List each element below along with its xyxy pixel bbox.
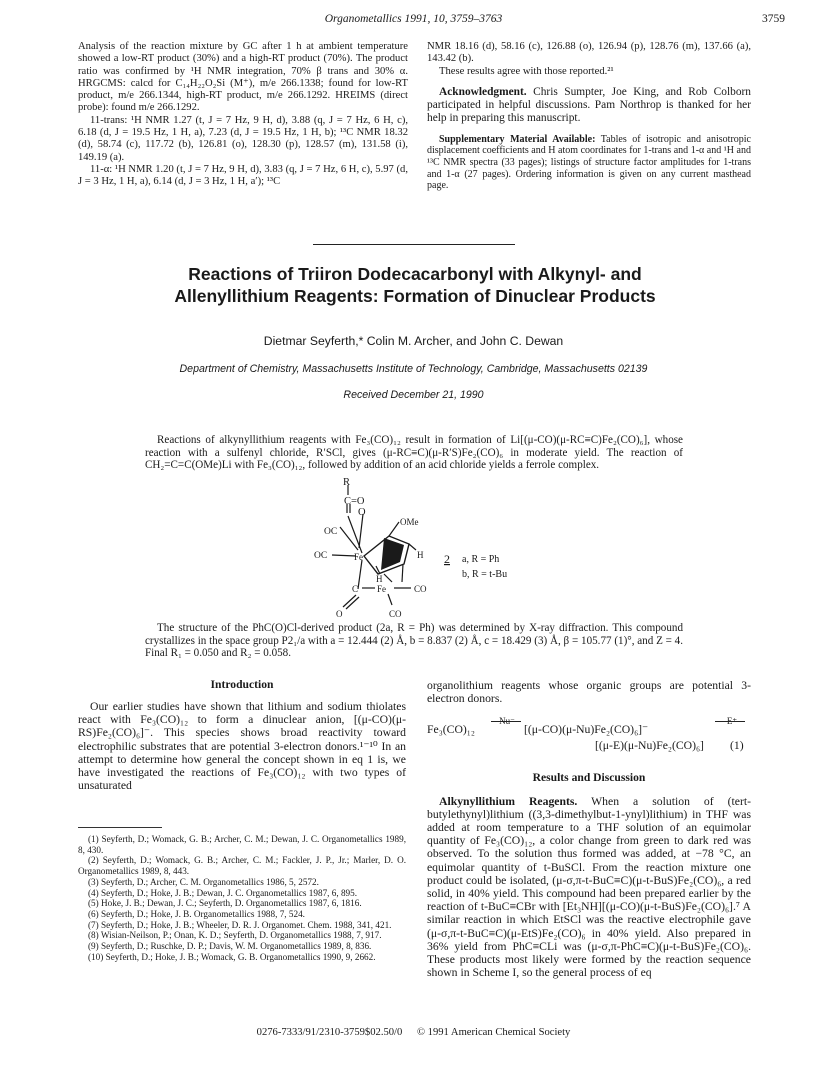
footer-copyright: © 1991 American Chemical Society: [416, 1027, 571, 1038]
bond-line: [384, 574, 392, 582]
alpha-nmr-paragraph: 11-α: ¹H NMR 1.20 (t, J = 7 Hz, 9 H, d), 3.83 (q, J = 7 Hz, 6 H, c), 5.97 (d, J = 3 Hz, 1 H, a), 6.14 (d, J = 3 Hz, 1 H, a′); ¹³C: [78, 163, 408, 188]
supplementary-text: Tables of isotropic and anisotropic displacement coefficients and H atom coordinates for 1-trans and 1-α and ¹H and ¹³C NMR spectra (33 pages); listings of structure factor amplitudes for 1-trans and 1-α (27 pages). Ordering information is given on any current masthead page.: [427, 133, 751, 192]
analysis-paragraph: Analysis of the reaction mixture by GC after 1 h at ambient temperature showed a low-RT product (30%) and a high-RT product (70%). The product ratio was confirmed by ¹H NMR integration, 70% β trans and 30% α. HRGCMS: calcd for C₁₄H₂₂O₂Si (M⁺), m/e 266.1338; found for low-RT product, m/e 266.1344, high-RT product, m/e 266.1292. HREIMS (direct probe): found m/e 266.1292.: [78, 41, 408, 114]
structure-label: OMe: [400, 517, 419, 527]
compound-variant-a: a, R = Ph: [462, 554, 500, 565]
eq-number: (1): [730, 739, 744, 753]
acknowledgment-heading: Acknowledgment.: [439, 85, 527, 98]
results-paragraph: [427, 795, 751, 980]
reference-item: (3) Seyferth, D.; Archer, C. M. Organometallics 1986, 5, 2572.: [88, 876, 319, 887]
bond-line: [332, 555, 356, 556]
eq-arrow2: [715, 721, 745, 722]
structure-label: Fe: [354, 552, 363, 562]
footnote-rule: [78, 827, 162, 828]
introduction-continuation: organolithium reagents whose organic groups are potential 3-electron donors.: [427, 679, 751, 706]
top-right-column: [427, 41, 751, 192]
reference-item: (4) Seyferth, D.; Hoke, J. B.; Dewan, J. C. Organometallics 1987, 6, 895.: [88, 887, 358, 898]
results-heading: Results and Discussion: [532, 771, 646, 785]
ferrole-structure-diagram: [296, 478, 616, 618]
results-text: When a solution of (tert-butylethynyl)lithium ((3,3-dimethylbut-1-ynyl)lithium) in THF was added at room temperature to a THF solution of an equimolar quantity of Fe₃(CO)₁₂, a color change from green to dark red was observed. To the solution thus formed was added, at −78 °C, an equimolar quantity of t-BuSCl. From the reaction mixture one product could be isolated, (μ-σ,π-t-BuC≡C)(μ-t-BuS)Fe₂(CO)₆, a red solid, in 40% yield. This compound had been prepared earlier by the reaction of t-BuC≡CBr with [Et₃NH][(μ-CO)(μ-t-BuS)Fe₂(CO)₆].⁷ A similar reaction in which EtSCl was the reactive electrophile gave (μ-σ,π-t-BuC≡C)(μ-EtS)Fe₂(CO)₆ in 40% yield. Also prepared in 36% yield from PhC≡CLi was (μ-σ,π-PhC≡C)(μ-t-BuS)Fe₂(CO)₆. These products most likely were formed by the reaction sequence shown in Scheme I, so the general process of eq: [427, 794, 751, 980]
structure-label: OC: [324, 527, 338, 537]
abstract-paragraph-1: [145, 434, 683, 472]
right-body-column: [427, 679, 751, 979]
separator-rule: [313, 244, 515, 245]
acknowledgment: [427, 86, 751, 125]
reference-item: (9) Seyferth, D.; Ruschke, D. P.; Davis, W. M. Organometallics 1989, 8, 836.: [88, 941, 372, 952]
structure-label: R: [343, 478, 351, 488]
equation-1: [427, 715, 751, 751]
page-footer: [0, 1027, 827, 1038]
eq-reactant: Fe₃(CO)₁₂: [427, 723, 475, 737]
article-title: [90, 264, 740, 307]
results-subheading: Alkynyllithium Reagents.: [439, 794, 578, 808]
supplementary-material: [427, 134, 751, 192]
introduction-text: Our earlier studies have shown that lithium and sodium thiolates react with Fe₃(CO)₁₂ to form a dinuclear anion, [(μ-CO)(μ-RS)Fe₂(CO)₆]⁻. This species shows broad reactivity toward electrophilic substrates that are potential 3-electron donors.¹⁻¹⁰ In an attempt to determine how general the concept shown in eq 1 is, we have investigated the reactions of Fe₃(CO)₁₂ with two types of unsaturated: [78, 700, 406, 793]
references: [78, 827, 406, 962]
structure-label: C=O: [344, 496, 365, 507]
eq-arrow2-label: E⁺: [726, 716, 738, 727]
bond-line: [358, 560, 362, 589]
reference-item: (10) Seyferth, D.; Hoke, J. B.; Womack, G. B. Organometallics 1990, 9, 2662.: [88, 951, 376, 962]
reference-item: (7) Seyferth, D.; Hoke, J. B.; Wheeler, D. R. J. Organomet. Chem. 1988, 341, 421.: [88, 919, 392, 930]
received-date: Received December 21, 1990: [343, 389, 484, 401]
eq-product: [(μ-E)(μ-Nu)Fe₂(CO)₆]: [595, 739, 704, 753]
acknowledgment-text: Chris Sumpter, Joe King, and Rob Colborn participated in helpful discussions. Pam Northrop is thanked for her help in preparing this manuscript.: [427, 85, 752, 124]
title-line-2: Allenyllithium Reagents: Formation of Dinuclear Products: [174, 285, 656, 306]
introduction-body: [78, 700, 406, 792]
structure-label: O: [358, 507, 366, 518]
reference-item: (2) Seyferth, D.; Womack, G. B.; Archer, C. M.; Fackler, J. P., Jr.; Marler, D. O. Organometallics 1989, 8, 443.: [78, 855, 406, 877]
affiliation: Department of Chemistry, Massachusetts Institute of Technology, Cambridge, Massachusetts 02139: [179, 363, 648, 375]
abstract-paragraph-2: [145, 622, 683, 660]
bond-line: [388, 594, 392, 605]
eq-arrow1: [491, 721, 521, 722]
supplementary-heading: Supplementary Material Available:: [439, 133, 596, 145]
abstract-text-2: The structure of the PhC(O)Cl-derived product (2a, R = Ph) was determined by X-ray diffraction. This compound crystallizes in the space group P2₁/a with a = 12.444 (2) Å, b = 8.837 (2) Å, c = 18.429 (3) Å, β = 105.77 (1)°, and Z = 4. Final R₁ = 0.050 and R₂ = 0.058.: [145, 622, 683, 660]
bond-line: [348, 516, 362, 553]
structure-label: OC: [314, 551, 328, 561]
structure-label: H: [417, 550, 424, 560]
introduction-heading: Introduction: [210, 678, 274, 691]
nmr-continuation: NMR 18.16 (d), 58.16 (c), 126.88 (o), 126.94 (p), 128.76 (m), 137.66 (a), 143.42 (b).: [427, 41, 751, 65]
compound-variant-b: b, R = t-Bu: [462, 569, 508, 580]
running-head: Organometallics 1991, 10, 3759–3763: [324, 13, 503, 25]
compound-number: 2: [444, 552, 450, 566]
reference-item: (1) Seyferth, D.; Womack, G. B.; Archer, C. M.; Dewan, J. C. Organometallics 1989, 8, 430.: [78, 834, 406, 855]
reference-item: (6) Seyferth, D.; Hoke, J. B. Organometallics 1988, 7, 524.: [88, 908, 305, 919]
title-line-1: Reactions of Triiron Dodecacarbonyl with Alkynyl- and: [188, 264, 642, 284]
authors: Dietmar Seyferth,* Colin M. Archer, and John C. Dewan: [263, 334, 564, 348]
structure-label: Fe: [377, 584, 386, 594]
top-left-column: [78, 41, 408, 189]
eq-arrow1-label: Nu⁻: [499, 716, 515, 727]
page-number: 3759: [762, 13, 785, 25]
bond-line: [340, 527, 358, 550]
bond-line: [389, 522, 399, 536]
reference-item: (5) Hoke, J. B.; Dewan, J. C.; Seyferth, D. Organometallics 1987, 6, 1816.: [88, 898, 362, 909]
bond-line: [409, 544, 416, 550]
structure-label: C: [352, 584, 359, 594]
abstract-text-1: Reactions of alkynyllithium reagents with Fe₃(CO)₁₂ result in formation of Li[(μ-CO)(μ-RC≡C)Fe₂(CO)₆], whose reaction with a sulfenyl chloride, R′SCl, gives (μ-RC≡C)(μ-R′S)Fe₂(CO)₆ in moderate yield. The reaction of CH₂=C=C(OMe)Li with Fe₃(CO)₁₂, followed by addition of an acid chloride yields a ferrole complex.: [145, 434, 683, 472]
bond-line: [402, 564, 403, 582]
structure-label: H: [376, 574, 383, 584]
reference-item: (8) Wisian-Neilson, P.; Onan, K. D.; Seyferth, D. Organometallics 1988, 7, 917.: [88, 930, 382, 941]
trans-nmr-paragraph: 11-trans: ¹H NMR 1.27 (t, J = 7 Hz, 9 H, d), 3.88 (q, J = 7 Hz, 6 H, c), 6.18 (d, J = 19.5 Hz, 1 H, a), 7.23 (d, J = 19.5 Hz, 1 H, b); ¹³C NMR 18.32 (d), 58.74 (c), 117.72 (b), 126.81 (o), 128.30 (p), 128.57 (m), 131.58 (i), 149.19 (a).: [78, 114, 408, 163]
bond-line: [359, 514, 363, 548]
structure-label: CO: [414, 584, 427, 594]
agree-sentence: These results agree with those reported.²¹: [439, 65, 614, 77]
eq-intermediate: [(μ-CO)(μ-Nu)Fe₂(CO)₆]⁻: [524, 723, 649, 737]
structure-label: O: [336, 609, 343, 618]
footer-code: 0276-7333/91/2310-3759$02.50/0: [256, 1027, 403, 1038]
structure-label: CO: [389, 609, 402, 618]
